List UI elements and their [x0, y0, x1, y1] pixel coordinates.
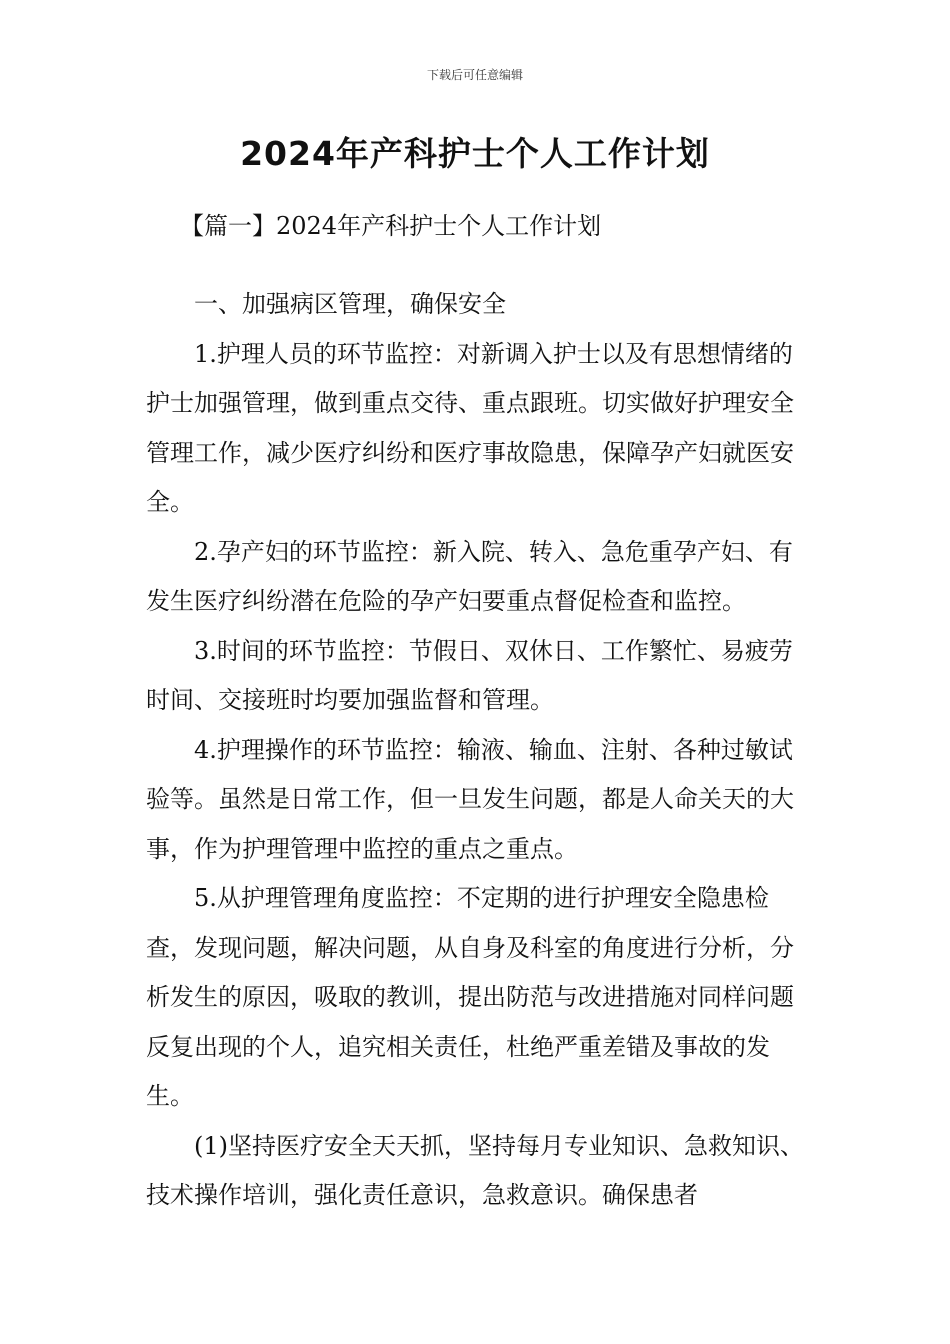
paragraph-1: 1.护理人员的环节监控：对新调入护士以及有思想情绪的护士加强管理，做到重点交待、重点跟班。切实做好护理安全管理工作，减少医疗纠纷和医疗事故隐患，保障孕产妇就医安全。	[146, 339, 794, 516]
section-heading: 一、加强病区管理，确保安全	[194, 290, 506, 318]
paragraph-3: 3.时间的环节监控：节假日、双休日、工作繁忙、易疲劳时间、交接班时均要加强监督和管理。	[146, 636, 793, 714]
document-title: 2024年产科护士个人工作计划	[240, 134, 710, 173]
paragraph-4: 4.护理操作的环节监控：输液、输血、注射、各种过敏试验等。虽然是日常工作，但一旦发生问题，都是人命关天的大事，作为护理管理中监控的重点之重点。	[146, 735, 794, 863]
paragraph-6: (1)坚持医疗安全天天抓，坚持每月专业知识、急救知识、技术操作培训，强化责任意识，急救意识。确保患者	[146, 1131, 804, 1209]
section-subtitle: 【篇一】2024年产科护士个人工作计划	[180, 212, 602, 240]
body-text	[146, 280, 806, 1221]
paragraph-5: 5.从护理管理角度监控：不定期的进行护理安全隐患检查，发现问题，解决问题，从自身及科室的角度进行分析，分析发生的原因，吸取的教训，提出防范与改进措施对同样问题反复出现的个人，追究相关责任，杜绝严重差错及事故的发生。	[146, 884, 794, 1110]
paragraph-2: 2.孕产妇的环节监控：新入院、转入、急危重孕产妇、有发生医疗纠纷潜在危险的孕产妇要重点督促检查和监控。	[146, 537, 793, 615]
header-note: 下载后可任意编辑	[426, 68, 523, 82]
